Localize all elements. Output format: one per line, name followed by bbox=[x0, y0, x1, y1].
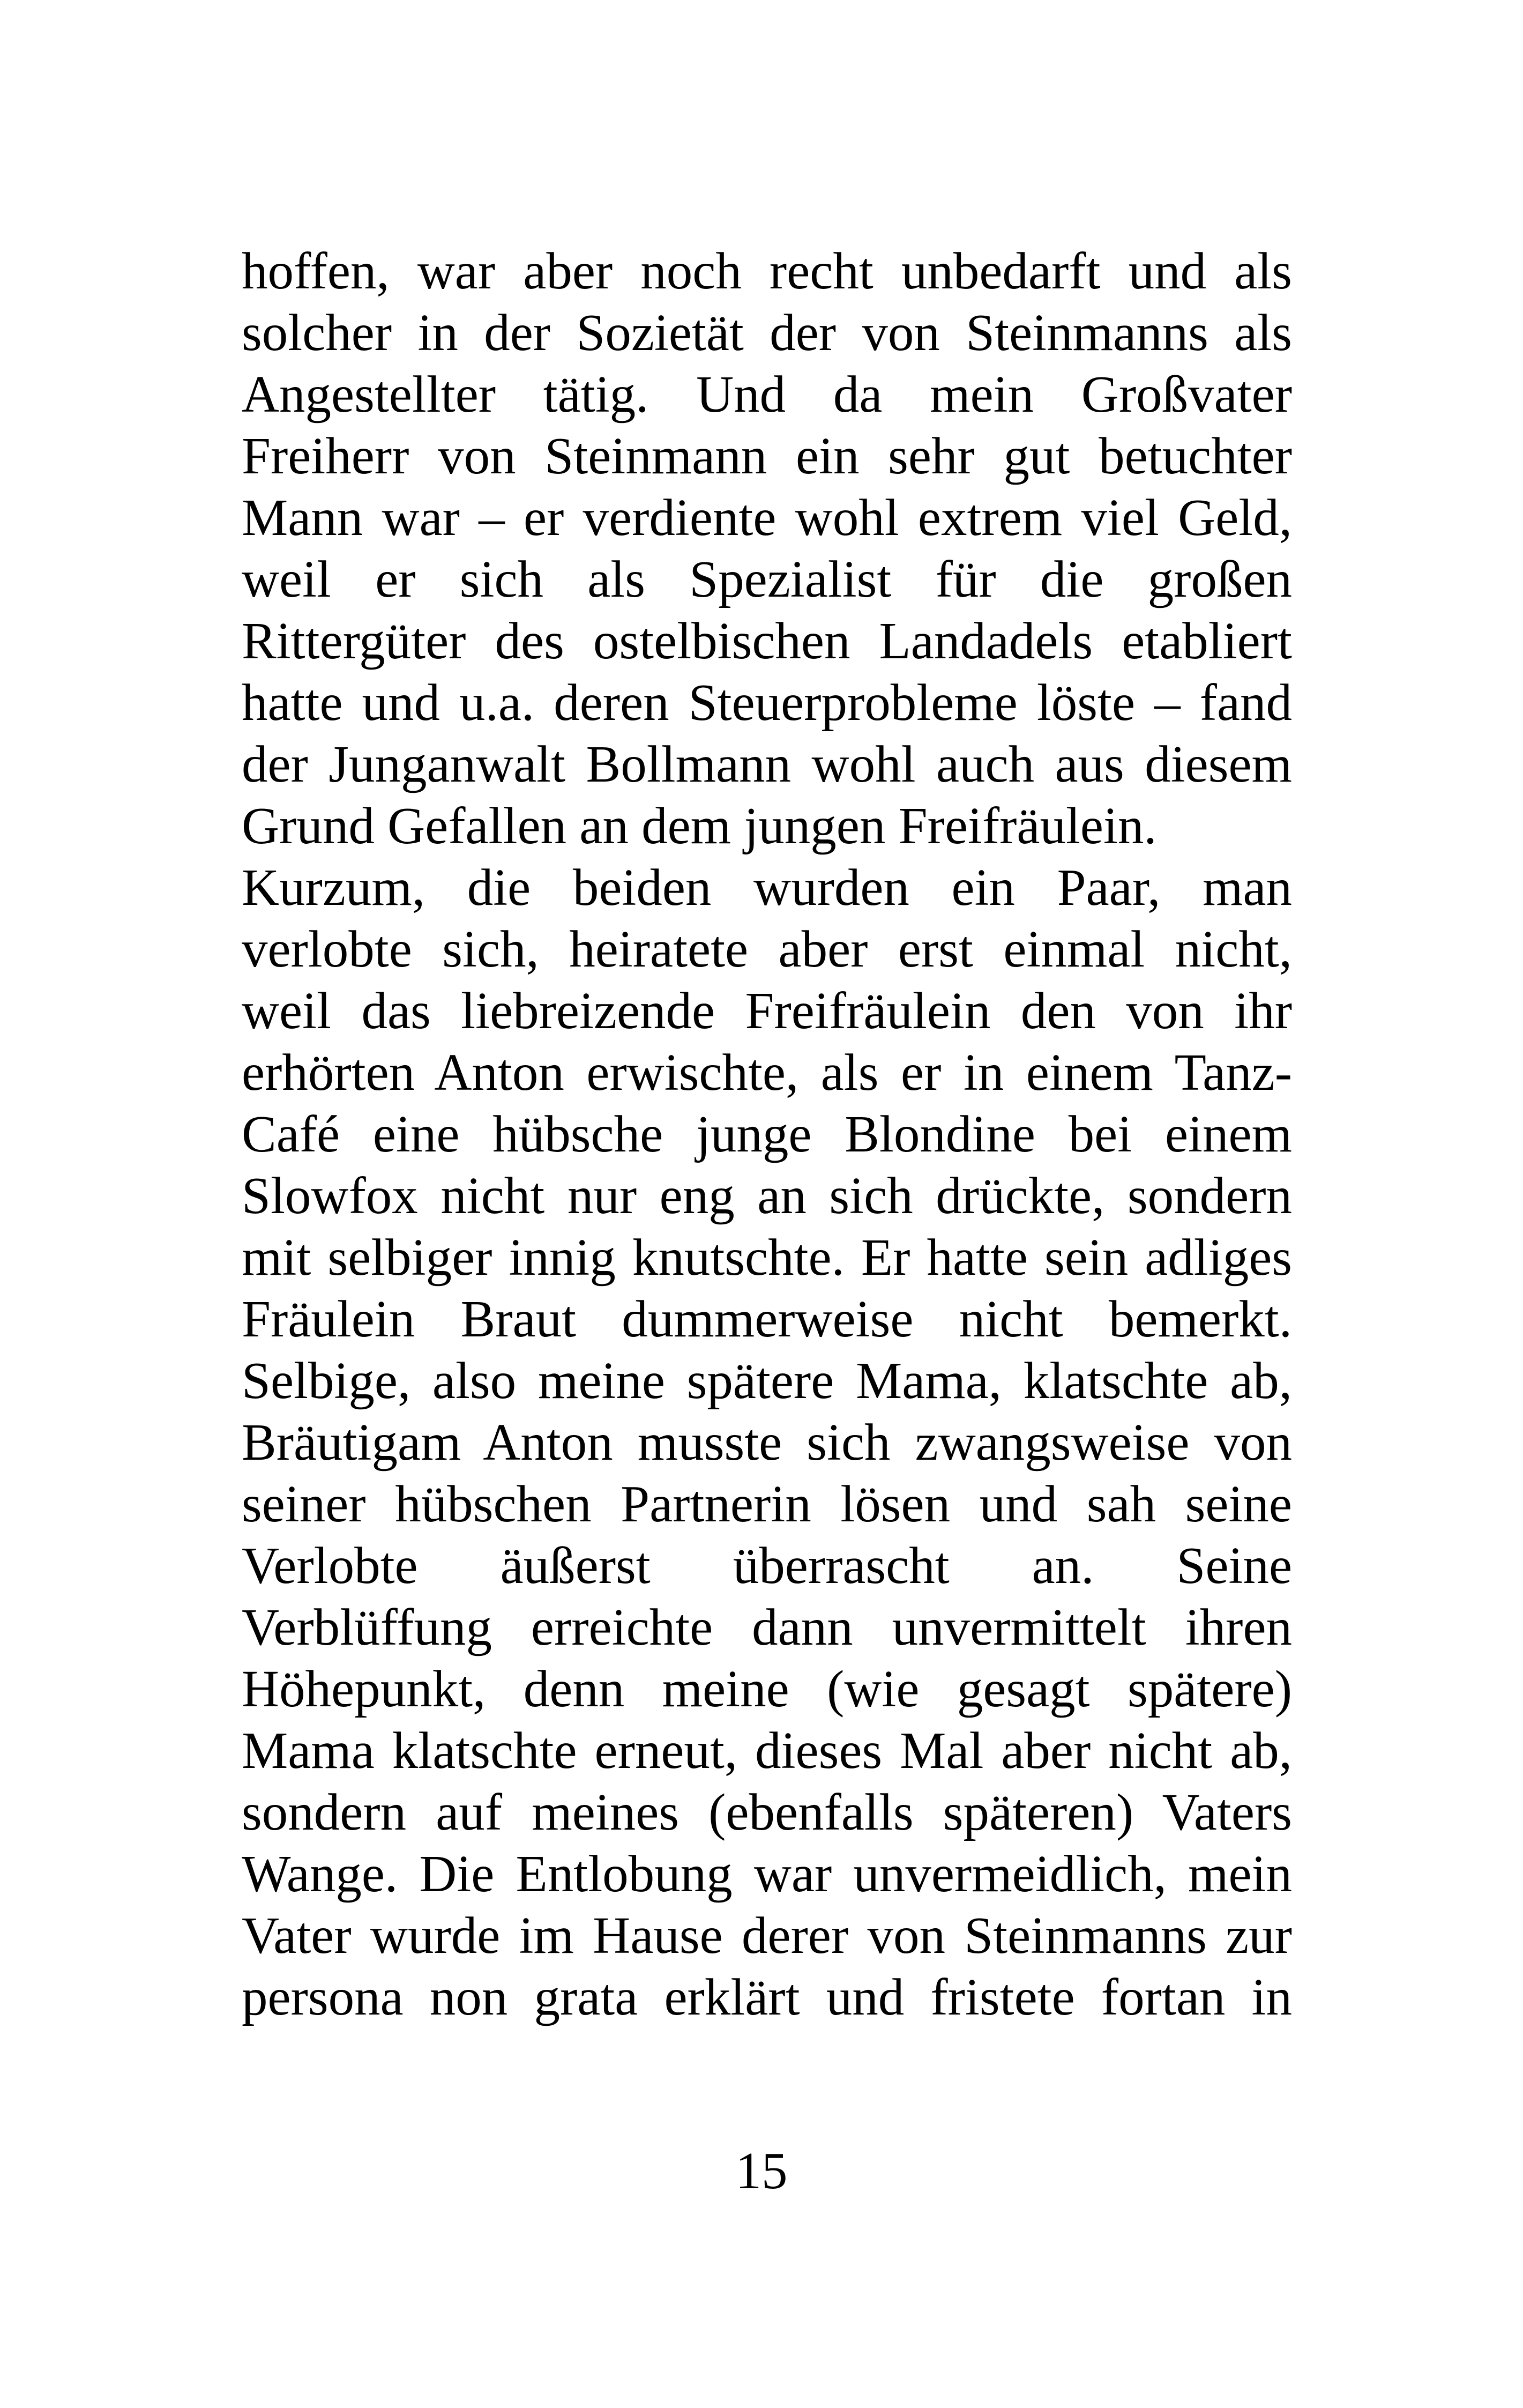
text-line: Freiherr von Steinmann ein sehr gut betuchter bbox=[242, 427, 1292, 485]
text-line: Fräulein Braut dummerweise nicht bemerkt. bbox=[242, 1290, 1292, 1348]
text-line: erhörten Anton erwischte, als er in einem Tanz- bbox=[242, 1044, 1292, 1101]
text-line: Selbige, also meine spätere Mama, klatschte ab, bbox=[242, 1352, 1292, 1409]
text-line: sondern auf meines (ebenfalls späteren) Vaters bbox=[242, 1783, 1292, 1841]
text-line: Verlobte äußerst überrascht an. Seine bbox=[242, 1537, 1292, 1594]
text-line: Vater wurde im Hause derer von Steinmanns zur bbox=[242, 1907, 1292, 1964]
text-line: hatte und u.a. deren Steuerprobleme löste – fand bbox=[242, 674, 1292, 731]
text-line: der Junganwalt Bollmann wohl auch aus diesem bbox=[242, 735, 1292, 793]
text-line: Bräutigam Anton musste sich zwangsweise von bbox=[242, 1414, 1292, 1471]
text-line: Café eine hübsche junge Blondine bei einem bbox=[242, 1105, 1292, 1163]
text-line: Kurzum, die beiden wurden ein Paar, man bbox=[242, 859, 1292, 916]
text-line: solcher in der Sozietät der von Steinmanns als bbox=[242, 304, 1292, 361]
text-line: verlobte sich, heiratete aber erst einmal nicht, bbox=[242, 920, 1292, 978]
text-line: weil er sich als Spezialist für die großen bbox=[242, 551, 1292, 608]
body-text bbox=[242, 240, 1292, 2028]
text-line: Rittergüter des ostelbischen Landadels etabliert bbox=[242, 612, 1292, 670]
text-line: weil das liebreizende Freifräulein den von ihr bbox=[242, 982, 1292, 1039]
text-line: Slowfox nicht nur eng an sich drückte, sondern bbox=[242, 1167, 1292, 1224]
text-line: hoffen, war aber noch recht unbedarft und als bbox=[242, 242, 1292, 300]
text-line: Wange. Die Entlobung war unvermeidlich, mein bbox=[242, 1845, 1292, 1902]
page-number: 15 bbox=[735, 2142, 788, 2199]
text-line: Verblüffung erreichte dann unvermittelt ihren bbox=[242, 1599, 1292, 1656]
text-line: Mama klatschte erneut, dieses Mal aber nicht ab, bbox=[242, 1722, 1292, 1779]
text-line: Mann war – er verdiente wohl extrem viel Geld, bbox=[242, 489, 1292, 546]
text-line: Grund Gefallen an dem jungen Freifräulein. bbox=[242, 797, 1157, 854]
text-line: mit selbiger innig knutschte. Er hatte sein adliges bbox=[242, 1229, 1292, 1286]
text-line: seiner hübschen Partnerin lösen und sah seine bbox=[242, 1475, 1292, 1533]
text-line: Höhepunkt, denn meine (wie gesagt spätere) bbox=[242, 1660, 1292, 1718]
text-line: persona non grata erklärt und fristete fortan in bbox=[242, 1968, 1292, 2026]
text-line: Angestellter tätig. Und da mein Großvater bbox=[242, 366, 1292, 423]
